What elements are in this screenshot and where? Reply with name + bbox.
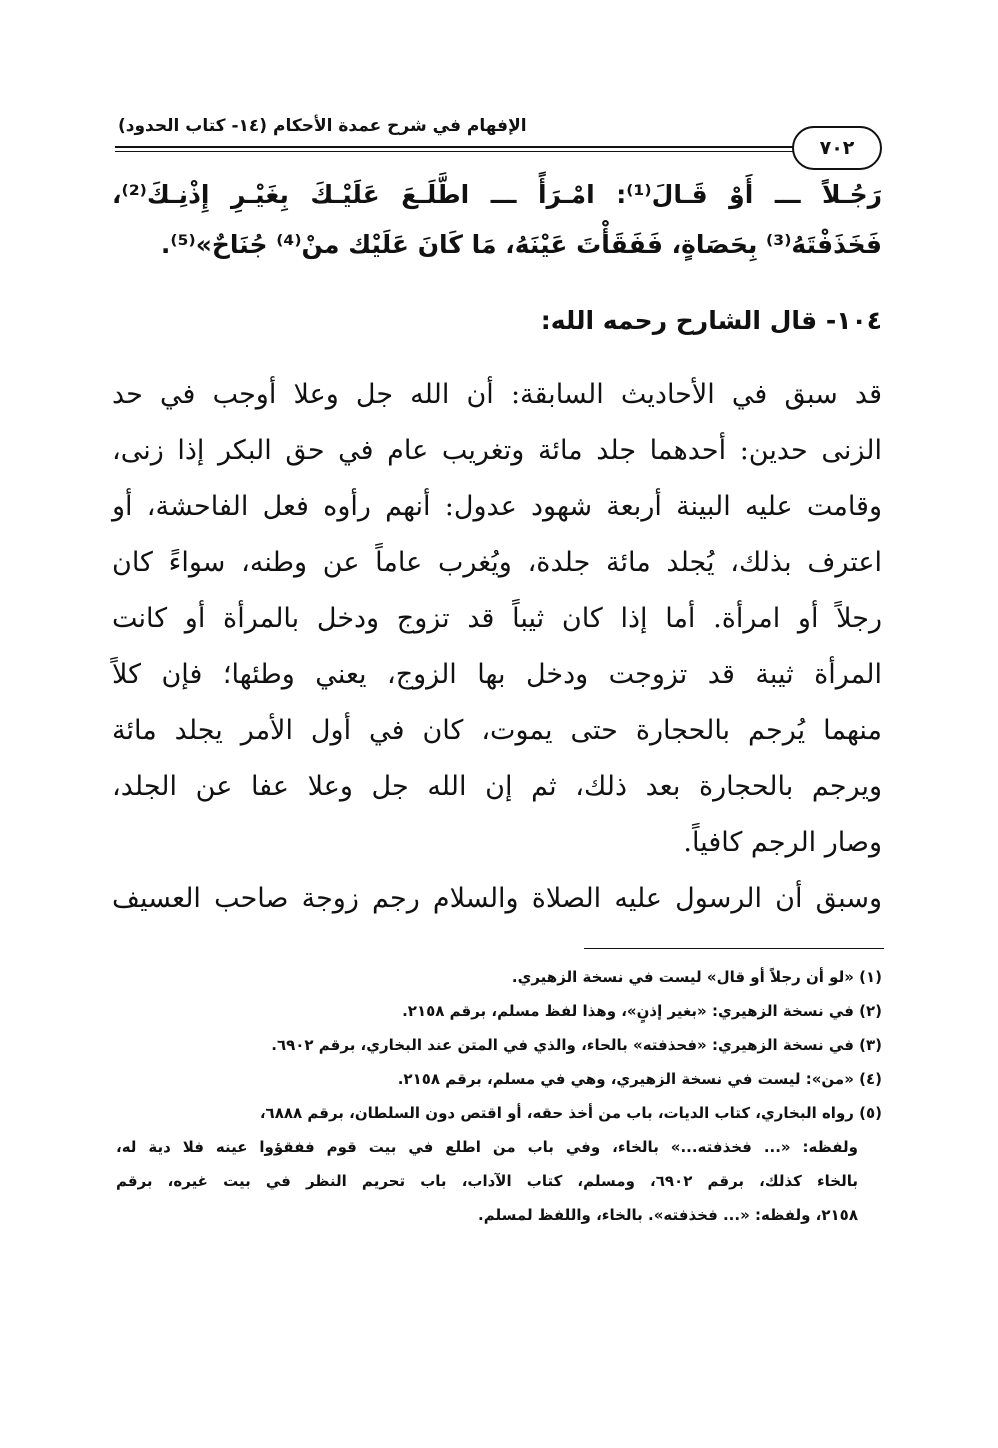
body-line: ويرجم بالحجارة بعد ذلك، ثم إن الله جل وعلا عفا عن الجلد، bbox=[112, 771, 882, 802]
header-rule-thin bbox=[115, 151, 870, 152]
body-line: منهما يُرجم بالحجارة حتى يموت، كان في أول الأمر يجلد مائة bbox=[112, 715, 882, 746]
body-line: رجلاً أو امرأة. أما إذا كان ثيباً قد تزوج ودخل بالمرأة أو كانت bbox=[112, 603, 882, 634]
page-number-badge bbox=[792, 126, 882, 170]
footnote-3: (٣) في نسخة الزهيري: «فحذفته» بالحاء، والذي في المتن عند البخاري، برقم ٦٩٠٢. bbox=[271, 1036, 882, 1054]
body-line: اعترف بذلك، يُجلد مائة جلدة، ويُغرب عاماً عن وطنه، سواءً كان bbox=[112, 547, 882, 578]
running-header-title: الإفهام في شرح عمدة الأحكام (١٤- كتاب الحدود) bbox=[118, 116, 527, 136]
body-line: المرأة ثيبة قد تزوجت ودخل بها الزوج، يعني وطئها؛ فإن كلاً bbox=[112, 659, 882, 690]
body-line: وقامت عليه البينة أربعة شهود عدول: أنهم رأوه فعل الفاحشة، أو bbox=[112, 491, 882, 522]
footnote-5-cont: بالخاء كذلك، برقم ٦٩٠٢، ومسلم، كتاب الآداب، باب تحريم النظر في بيت غيره، برقم bbox=[116, 1172, 858, 1190]
header-rule-thick bbox=[115, 146, 870, 148]
footnote-5: (٥) رواه البخاري، كتاب الديات، باب من أخذ حقه، أو اقتص دون السلطان، برقم ٦٨٨٨، bbox=[259, 1104, 882, 1122]
page-number: ٧٠٢ bbox=[819, 137, 855, 159]
footnote-5-cont: ٢١٥٨، ولفظه: «... فخذفته». بالخاء، واللفظ لمسلم. bbox=[478, 1206, 858, 1224]
footnote-1: (١) «لو أن رجلاً أو قال» ليست في نسخة الزهيري. bbox=[511, 968, 882, 986]
hadith-line-1: رَجُـلاً ـــ أَوْ قَـالَ⁽¹⁾: امْـرَأً ـــ اطَّلَـعَ عَلَيْـكَ بِغَيْـرِ إِذْنِـكَ⁽²⁾، bbox=[112, 180, 882, 209]
footnote-2: (٢) في نسخة الزهيري: «بغير إذنٍ»، وهذا لفظ مسلم، برقم ٢١٥٨. bbox=[402, 1002, 882, 1020]
section-heading: ١٠٤- قال الشارح رحمه الله: bbox=[540, 306, 882, 335]
hadith-line-2: فَخَذَفْتَهُ⁽³⁾ بِحَصَاةٍ، فَفَقَأْتَ عَيْنَهُ، مَا كَانَ عَلَيْك منْ⁽⁴⁾ جُنَاحٌ»⁽⁵⁾. bbox=[160, 230, 882, 259]
body-line: قد سبق في الأحاديث السابقة: أن الله جل وعلا أوجب في حد bbox=[112, 379, 882, 410]
body-line: الزنى حدين: أحدهما جلد مائة وتغريب عام في حق البكر إذا زنى، bbox=[112, 435, 882, 466]
footnotes bbox=[116, 960, 882, 1232]
body-line: وصار الرجم كافياً. bbox=[683, 827, 882, 858]
commentary-body bbox=[112, 370, 882, 930]
body-line: وسبق أن الرسول عليه الصلاة والسلام رجم زوجة صاحب العسيف bbox=[112, 883, 882, 914]
footnote-5-cont: ولفظه: «... فخذفته...» بالخاء، وفي باب من اطلع في بيت قوم ففقؤوا عينه فلا دية له، bbox=[116, 1138, 858, 1156]
footnote-4: (٤) «من»: ليست في نسخة الزهيري، وهي في مسلم، برقم ٢١٥٨. bbox=[397, 1070, 882, 1088]
footnote-separator bbox=[584, 948, 884, 949]
